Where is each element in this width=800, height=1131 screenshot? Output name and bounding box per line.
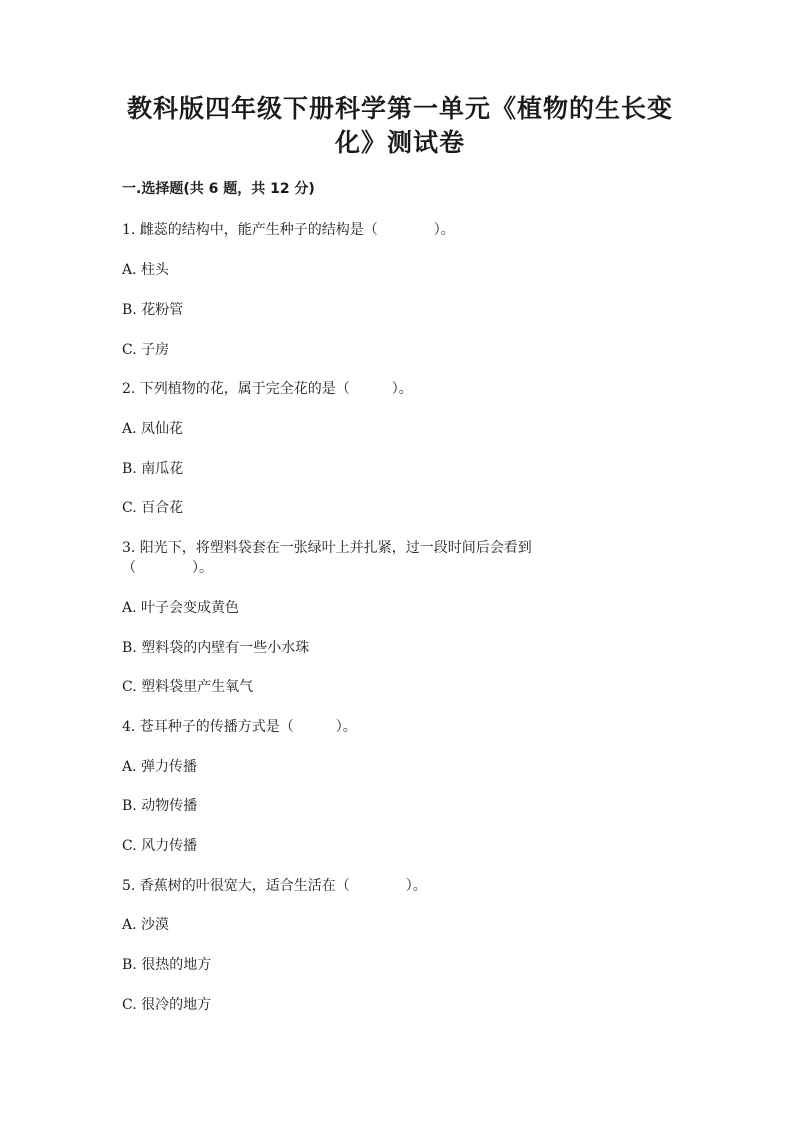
question-1-option-b: B. 花粉管 bbox=[122, 302, 184, 318]
section-heading: 一.选择题(共 6 题，共 12 分) bbox=[122, 181, 315, 197]
title-line-1: 教科版四年级下册科学第一单元《植物的生长变 bbox=[126, 94, 673, 123]
question-4-stem: 4. 苍耳种子的传播方式是（ ）。 bbox=[122, 719, 357, 735]
question-4-option-c: C. 风力传播 bbox=[122, 838, 198, 854]
question-5-option-b: B. 很热的地方 bbox=[122, 957, 212, 973]
question-2-option-a: A. 凤仙花 bbox=[122, 421, 184, 437]
question-2-option-c: C. 百合花 bbox=[122, 500, 184, 516]
question-2-option-b: B. 南瓜花 bbox=[122, 461, 184, 477]
question-1-stem: 1. 雌蕊的结构中，能产生种子的结构是（ ）。 bbox=[122, 222, 455, 238]
question-1-option-a: A. 柱头 bbox=[122, 262, 170, 278]
page-title bbox=[120, 92, 680, 160]
question-3-option-b: B. 塑料袋的内壁有一些小水珠 bbox=[122, 640, 310, 656]
question-3-stem: 3. 阳光下，将塑料袋套在一张绿叶上并扎紧，过一段时间后会看到 bbox=[122, 540, 532, 556]
question-1-option-c: C. 子房 bbox=[122, 342, 170, 358]
question-5-stem: 5. 香蕉树的叶很宽大，适合生活在（ ）。 bbox=[122, 878, 427, 894]
question-4-option-a: A. 弹力传播 bbox=[122, 759, 198, 775]
question-2-stem: 2. 下列植物的花，属于完全花的是（ ）。 bbox=[122, 381, 413, 397]
question-3-option-a: A. 叶子会变成黄色 bbox=[122, 600, 240, 616]
question-3-stem-continued: （ ）。 bbox=[122, 560, 213, 576]
question-4-option-b: B. 动物传播 bbox=[122, 798, 198, 814]
question-3-option-c: C. 塑料袋里产生氧气 bbox=[122, 679, 254, 695]
question-5-option-a: A. 沙漠 bbox=[122, 917, 170, 933]
title-line-2: 化》测试卷 bbox=[334, 128, 465, 157]
question-5-option-c: C. 很冷的地方 bbox=[122, 997, 212, 1013]
